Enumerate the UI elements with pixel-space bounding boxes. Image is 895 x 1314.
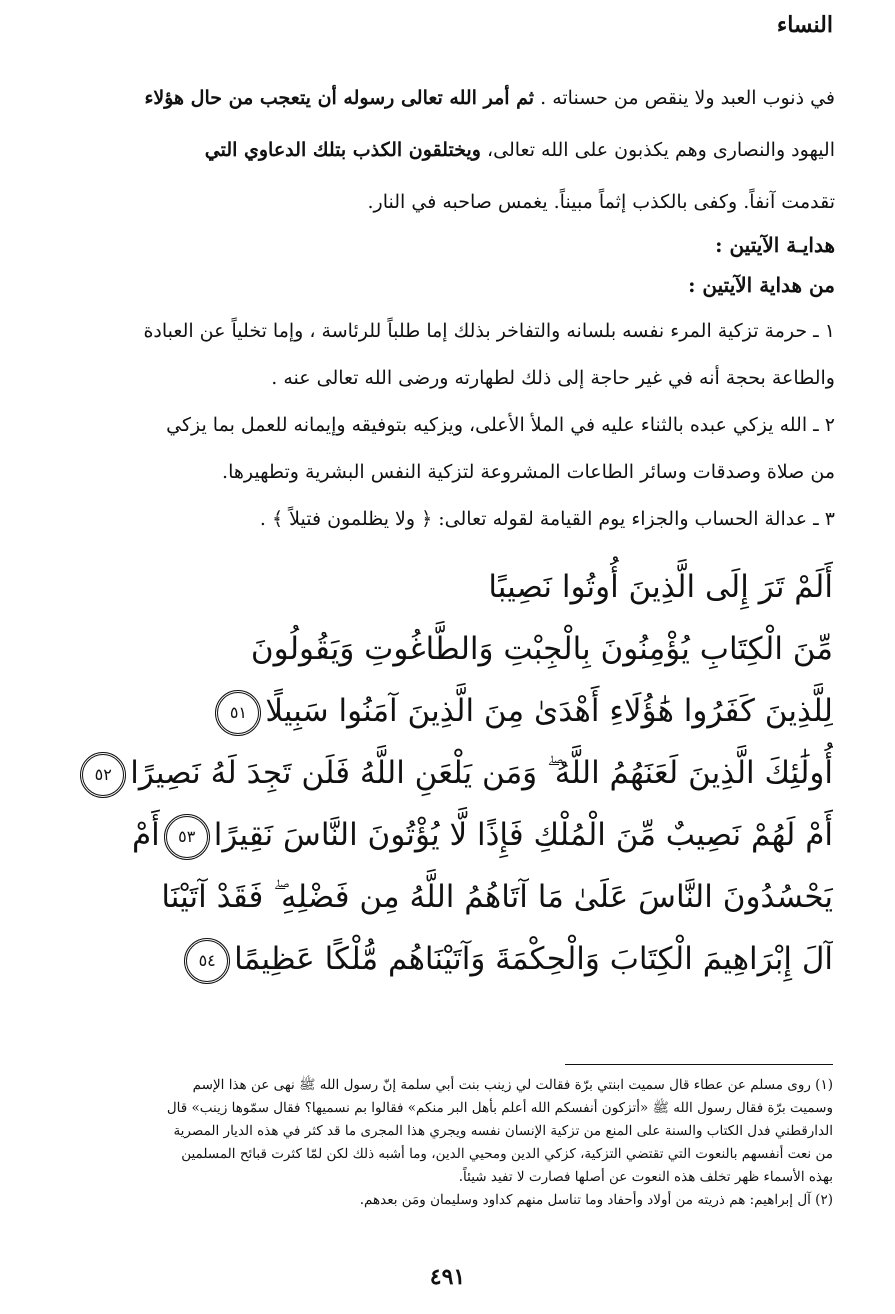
verse-line xyxy=(62,804,833,866)
verse-line xyxy=(62,928,833,990)
commentary-paragraph xyxy=(60,72,835,228)
ayah-number-icon: ٥١ xyxy=(215,690,261,736)
verse-line xyxy=(62,742,833,804)
verse-text: أَمْ لَهُمْ نَصِيبٌ مِّنَ الْمُلْكِ فَإِذًا لَّا يُؤْتُونَ النَّاسَ نَقِيرًا xyxy=(213,817,833,853)
from-guidance-heading: من هداية الآيتين : xyxy=(688,273,835,297)
footnote-line: (٢) آل إبراهيم: هم ذريته من أولاد وأحفاد وما تناسل منهم كداود وسليمان ومَن بعدهم. xyxy=(359,1192,833,1208)
verse-line xyxy=(62,556,833,618)
verse-text: مِّنَ الْكِتَابِ يُؤْمِنُونَ بِالْجِبْتِ وَالطَّاغُوتِ وَيَقُولُونَ xyxy=(250,631,833,667)
line-segment: في ذنوب العبد ولا ينقص من حسناته . xyxy=(534,87,835,109)
ayah-number-icon: ٥٤ xyxy=(184,938,230,984)
surah-header: النساء xyxy=(776,12,833,38)
guidance-item-line: ١ ـ حرمة تزكية المرء نفسه بلسانه والتفاخر بذلك إما طلباً للرئاسة ، وإما تخلياً عن العبادة xyxy=(143,320,835,342)
page-number: ٤٩١ xyxy=(429,1264,466,1290)
footnote-line: بهذه الأسماء ظهر تخلف هذه النعوت عن أصلها فصارت لا تفيد شيئاً. xyxy=(458,1169,833,1185)
line-segment-bold: ثم أمر الله تعالى رسوله أن يتعجب من حال هؤلاء xyxy=(144,87,535,109)
verse-line xyxy=(62,866,833,928)
guidance-heading: هدايـة الآيتين : xyxy=(715,233,835,257)
verse-line xyxy=(62,680,833,742)
paragraph-line xyxy=(60,72,835,124)
verse-text: آلَ إِبْرَاهِيمَ الْكِتَابَ وَالْحِكْمَةَ وَآتَيْنَاهُم مُّلْكًا عَظِيمًا xyxy=(234,941,833,977)
quran-verses xyxy=(62,556,833,990)
footnote-line: وسميت برّة فقال رسول الله ﷺ «أتزكون أنفسكم الله أعلم بأهل البر منكم» فقالوا بم نسميها؟ فقال سمّوها زينب» قال xyxy=(166,1100,833,1116)
line-segment-bold: ويختلقون الكذب بتلك الدعاوي التي xyxy=(204,139,481,161)
footnotes xyxy=(62,1074,833,1212)
guidance-item-line: والطاعة بحجة أنه في غير حاجة إلى ذلك لطهارته ورضى الله تعالى عنه . xyxy=(271,367,835,389)
line-segment: تقدمت آنفاً. وكفى بالكذب إثماً مبيناً. يغمس صاحبه في النار. xyxy=(367,191,835,213)
guidance-item-line: ٣ ـ عدالة الحساب والجزاء يوم القيامة لقوله تعالى: ﴿ ولا يظلمون فتيلاً ﴾ . xyxy=(259,508,835,530)
footnote-divider xyxy=(565,1064,833,1065)
footnote-line: من نعت أنفسهم بالنعوت التي تقتضي التزكية، كزكي الدين ومحيي الدين، وما أشبه ذلك لكن لمّا كثرت قبائح المسلمين xyxy=(181,1146,833,1162)
verse-text: يَحْسُدُونَ النَّاسَ عَلَىٰ مَا آتَاهُمُ اللَّهُ مِن فَضْلِهِ ۖ فَقَدْ آتَيْنَا xyxy=(161,879,833,915)
verse-text: أَلَمْ تَرَ إِلَى الَّذِينَ أُوتُوا نَصِيبًا xyxy=(488,569,833,605)
ayah-number-icon: ٥٢ xyxy=(80,752,126,798)
verse-text-tail: أَمْ xyxy=(131,817,160,853)
footnote-line: الدارقطني فدل الكتاب والسنة على المنع من تزكية الإنسان نفسه ويجري هذا المجرى ما قد كثر في هذه الديار المصرية xyxy=(173,1123,833,1139)
paragraph-line xyxy=(60,124,835,176)
ayah-number-icon: ٥٣ xyxy=(164,814,210,860)
guidance-list xyxy=(60,308,835,543)
footnote-line: (١) روى مسلم عن عطاء قال سميت ابنتي برّة فقالت لي زينب بنت أبي سلمة إنّ رسول الله ﷺ نهى عن هذا الإسم xyxy=(192,1077,833,1093)
verse-text: لِلَّذِينَ كَفَرُوا هَٰؤُلَاءِ أَهْدَىٰ مِنَ الَّذِينَ آمَنُوا سَبِيلًا xyxy=(265,693,833,729)
verse-line xyxy=(62,618,833,680)
paragraph-line xyxy=(60,176,835,228)
guidance-item-line: من صلاة وصدقات وسائر الطاعات المشروعة لتزكية النفس البشرية وتطهيرها. xyxy=(222,461,835,483)
verse-text: أُولَٰئِكَ الَّذِينَ لَعَنَهُمُ اللَّهُ ۖ وَمَن يَلْعَنِ اللَّهُ فَلَن تَجِدَ لَهُ نَصِيرًا xyxy=(130,755,833,791)
guidance-item-line: ٢ ـ الله يزكي عبده بالثناء عليه في الملأ الأعلى، ويزكيه بتوفيقه وإيمانه للعمل بما يزكي xyxy=(166,414,835,436)
line-segment: اليهود والنصارى وهم يكذبون على الله تعالى، xyxy=(480,139,835,161)
